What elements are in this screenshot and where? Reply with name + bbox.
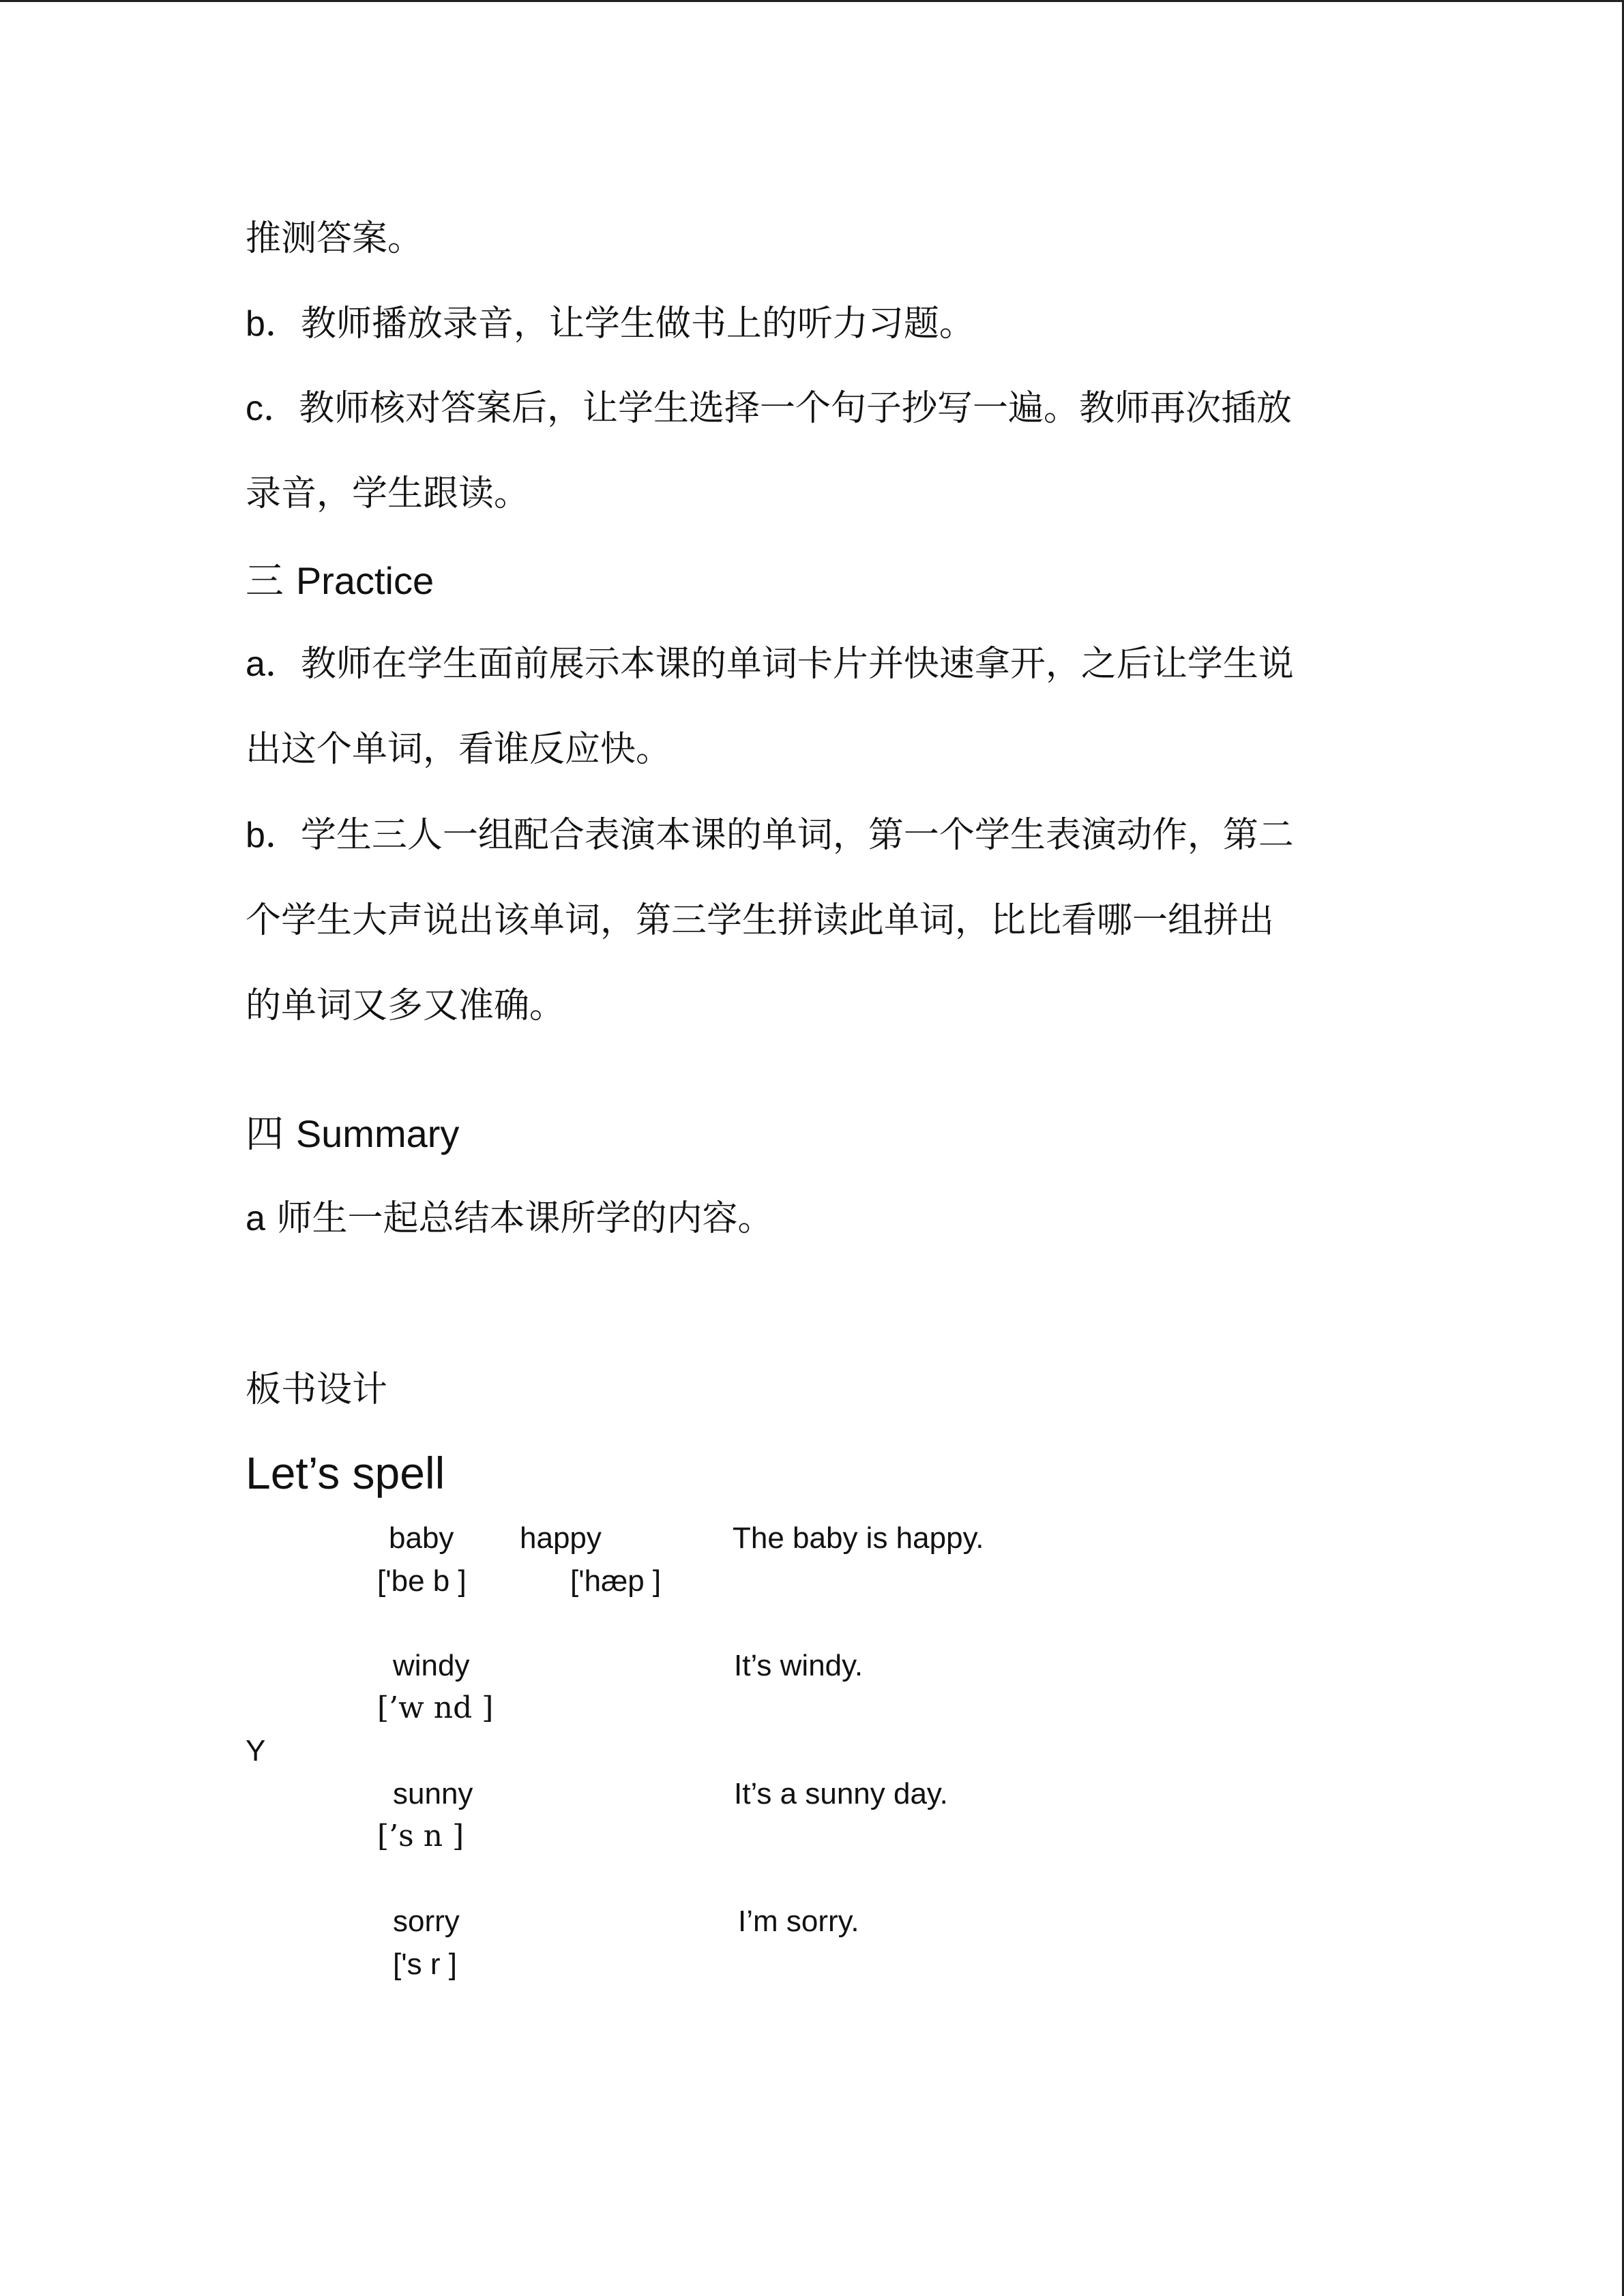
- section-number: 四: [246, 1112, 284, 1157]
- item-label: b．: [246, 816, 301, 855]
- board-sentence: It’s windy.: [734, 1649, 863, 1682]
- board-sentence: I’m sorry.: [738, 1905, 859, 1938]
- paragraph-line: [246, 217, 423, 260]
- paragraph-line: [246, 728, 671, 771]
- board-word: windy: [393, 1649, 470, 1682]
- paragraph-text: 教师在学生面前展示本课的单词卡片并快速拿开，之后让学生说: [300, 644, 1294, 685]
- practice-item-b: [246, 814, 1294, 857]
- board-word: happy: [520, 1521, 602, 1555]
- board-sentence: It’s a sunny day.: [734, 1777, 948, 1810]
- section-number: 三: [246, 559, 284, 603]
- section-title: Practice: [295, 559, 434, 602]
- board-phonetic: [’s n ]: [377, 1819, 464, 1853]
- board-title-text: Let’s spell: [246, 1448, 445, 1498]
- board-phonetic: [’w nd ]: [377, 1690, 494, 1725]
- board-design-heading: [246, 1368, 387, 1412]
- paragraph-text: 教师播放录音，让学生做书上的听力习题。: [300, 303, 975, 344]
- paragraph-text: 推测答案。: [246, 218, 424, 259]
- paragraph-text: 学生三人一组配合表演本课的单词，第一个学生表演动作，第二: [300, 815, 1294, 856]
- board-sentence: The baby is happy.: [733, 1521, 984, 1555]
- item-label: c．: [246, 389, 299, 428]
- paragraph-line: [246, 899, 1274, 942]
- paragraph-text: 的单词又多又准确。: [246, 985, 565, 1026]
- board-phonetic: ['s r ]: [393, 1948, 457, 1981]
- board-title: [246, 1446, 445, 1500]
- section-heading-summary: [246, 1112, 459, 1157]
- board-word: sorry: [393, 1905, 460, 1938]
- item-label: b．: [246, 304, 301, 344]
- paragraph-text: 录音，学生跟读。: [246, 473, 530, 514]
- paragraph-text: 师生一起总结本课所学的内容。: [276, 1198, 773, 1239]
- paragraph-line: [246, 984, 565, 1028]
- board-word: baby: [389, 1521, 454, 1555]
- paragraph-line: [246, 472, 529, 516]
- paragraph-text: 个学生大声说出该单词，第三学生拼读此单词，比比看哪一组拼出: [246, 900, 1275, 941]
- board-word: sunny: [393, 1777, 473, 1810]
- section-heading-practice: [246, 559, 434, 603]
- practice-item-a: [246, 642, 1294, 686]
- paragraph-text: 出这个单词，看谁反应快。: [246, 729, 672, 770]
- page-border-top: [0, 0, 1624, 2]
- board-phonetic: ['be b ]: [377, 1564, 467, 1598]
- paragraph-c: [246, 387, 1292, 430]
- item-label: a: [246, 1199, 265, 1238]
- item-label: a．: [246, 644, 301, 684]
- board-phonetic: ['hæp ]: [570, 1564, 662, 1598]
- board-heading-text: 板书设计: [246, 1369, 388, 1410]
- paragraph-b: [246, 302, 975, 346]
- section-title: Summary: [295, 1112, 460, 1155]
- paragraph-text: 教师核对答案后，让学生选择一个句子抄写一遍。教师再次插放: [299, 388, 1293, 429]
- summary-item-a: [246, 1197, 773, 1240]
- board-side-letter: Y: [246, 1734, 266, 1768]
